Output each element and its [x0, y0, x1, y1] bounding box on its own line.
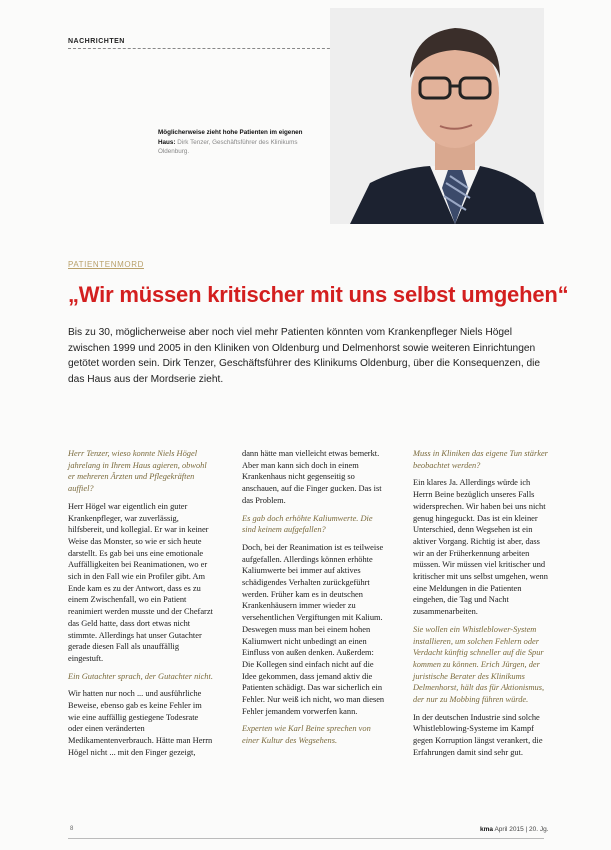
column-1 [68, 448, 213, 765]
answer: Ein klares Ja. Allerdings würde ich Herrn Beine bezüglich unseres Falls widersprechen. Wir haben bei uns nicht genug hingeguckt. Das ist ein kleiner Unterschied, denn Wegsehen ist ein aktiver Vorgang. Richtig ist aber, dass wir an der Früherkennung arbeiten müssen. Wir müssen viel kritischer und kritischer mit uns selbst umgehen, wenn eine Meldungen in die Patienten eingehen, die Tag und Nacht zusammenarbeiten. [413, 478, 548, 617]
question: Muss in Kliniken das eigene Tun stärker beobachtet werden? [413, 449, 548, 470]
question: Experten wie Karl Beine sprechen von einer Kultur des Wegsehens. [242, 724, 371, 746]
caption-lead: Möglicherweise zieht hohe Patienten im eigenen Haus: [158, 129, 303, 146]
caption-text: Dirk Tenzer, Geschäftsführer des Klinikums Oldenburg. [158, 138, 298, 155]
answer: dann hätte man vielleicht etwas bemerkt. Aber man kann sich doch in einem Krankenhaus nicht gegenseitig so anschauen, auf die Finger gucken. Das ist das Problem. [242, 449, 382, 505]
magazine-name: kma [480, 826, 494, 833]
portrait-illustration [330, 8, 544, 224]
photo-caption [158, 128, 318, 157]
kicker: PATIENTENMORD [68, 260, 144, 269]
question: Herr Tenzer, wieso konnte Niels Högel jahrelang in Ihrem Haus agieren, obwohl er mehreren Ärzten und Pflegekräften auffiel? [68, 449, 207, 494]
footer-divider [68, 838, 544, 839]
question: Ein Gutachter sprach, der Gutachter nicht. [68, 671, 213, 681]
page-number: 8 [70, 826, 74, 832]
question: Sie wollen ein Whistleblower-System installieren, um solchen Fehlern oder Verdacht künftig schneller auf die Spur kommen zu können. Erich Jürgen, der juristische Berater des Klinikums Delmenhorst, hält das für Aktionismus, der nur zu Mobbing führen würde. [413, 624, 545, 705]
magazine-footer [480, 826, 549, 833]
headline: „Wir müssen kritischer mit uns selbst umgehen“ [68, 282, 569, 307]
answer: Herr Högel war eigentlich ein guter Krankenpfleger, war zuverlässig, hilfsbereit, und kollegial. Er war in keiner Weise das Monster, so wie er sich heute darstellt. Es gab bei uns eine emotionale Auffälligkeiten bei Reanimationen, wo er sich in den Fall wie ein Profiler gibt. Am Ende kam es zu der Antwort, dass es zu einem Zwischenfall, wo ein Patient reanimiert werden musste und der Chefarzt das Geld hatte, dass dort etwas nicht stimmte. Allerdings hat unser Gutachter gerade diesen Fall als unauffällig eingestuft. [68, 501, 213, 663]
portrait-photo [330, 8, 544, 224]
answer: Doch, bei der Reanimation ist es teilweise aufgefallen. Allerdings können erhöhte Kaliumwerte bei immer auf aktives schädigendes Verhalten zurückgeführt werden. Früher kam es in deutschen Krankenhäusern immer wieder zu versehentlichen Vergiftungen mit Kalium. Deswegen muss man bei einem hohen Kaliumwert nicht unbedingt an einen Einfluss von außen denken. Außerdem: Die Kollegen sind einfach nicht auf die Idee gekommen, dass jemand aktiv die Patienten schädigt. Das war sicherlich ein Fehler. Nur weiß ich nicht, wo man diesen Fehler jemandem vorwerfen kann. [242, 542, 385, 716]
lead-paragraph: Bis zu 30, möglicherweise aber noch viel mehr Patienten könnten vom Krankenpfleger Niels Högel zwischen 1999 und 2005 in den Kliniken von Oldenburg und Delmenhorst sowie weiteren Einrichtungen getötet worden sein. Dirk Tenzer, Geschäftsführer des Klinikums Oldenburg, über die Konsequenzen, die das Haus aus der Mordserie zieht. [68, 327, 541, 385]
column-3 [413, 448, 549, 765]
column-2 [242, 448, 387, 753]
issue-info: April 2015 | 20. Jg. [494, 826, 549, 833]
answer: In der deutschen Industrie sind solche Whistleblowing-Systeme im Kampf gegen Korruption längst verankert, die Erfahrungen damit sind sehr gut. [413, 712, 543, 757]
answer: Wir hatten nur noch ... und ausführliche Beweise, ebenso gab es keine Fehler im wie eine auffällig gestiegene Todesrate oder einen veränderten Medikamentenverbrauch. Hätte man Herrn Högel nicht ... mit den Finger gezeigt, [68, 689, 213, 757]
question: Es gab doch erhöhte Kaliumwerte. Die sind keinem aufgefallen? [242, 513, 373, 535]
article-body [68, 448, 548, 826]
section-label: NACHRICHTEN [68, 38, 125, 45]
